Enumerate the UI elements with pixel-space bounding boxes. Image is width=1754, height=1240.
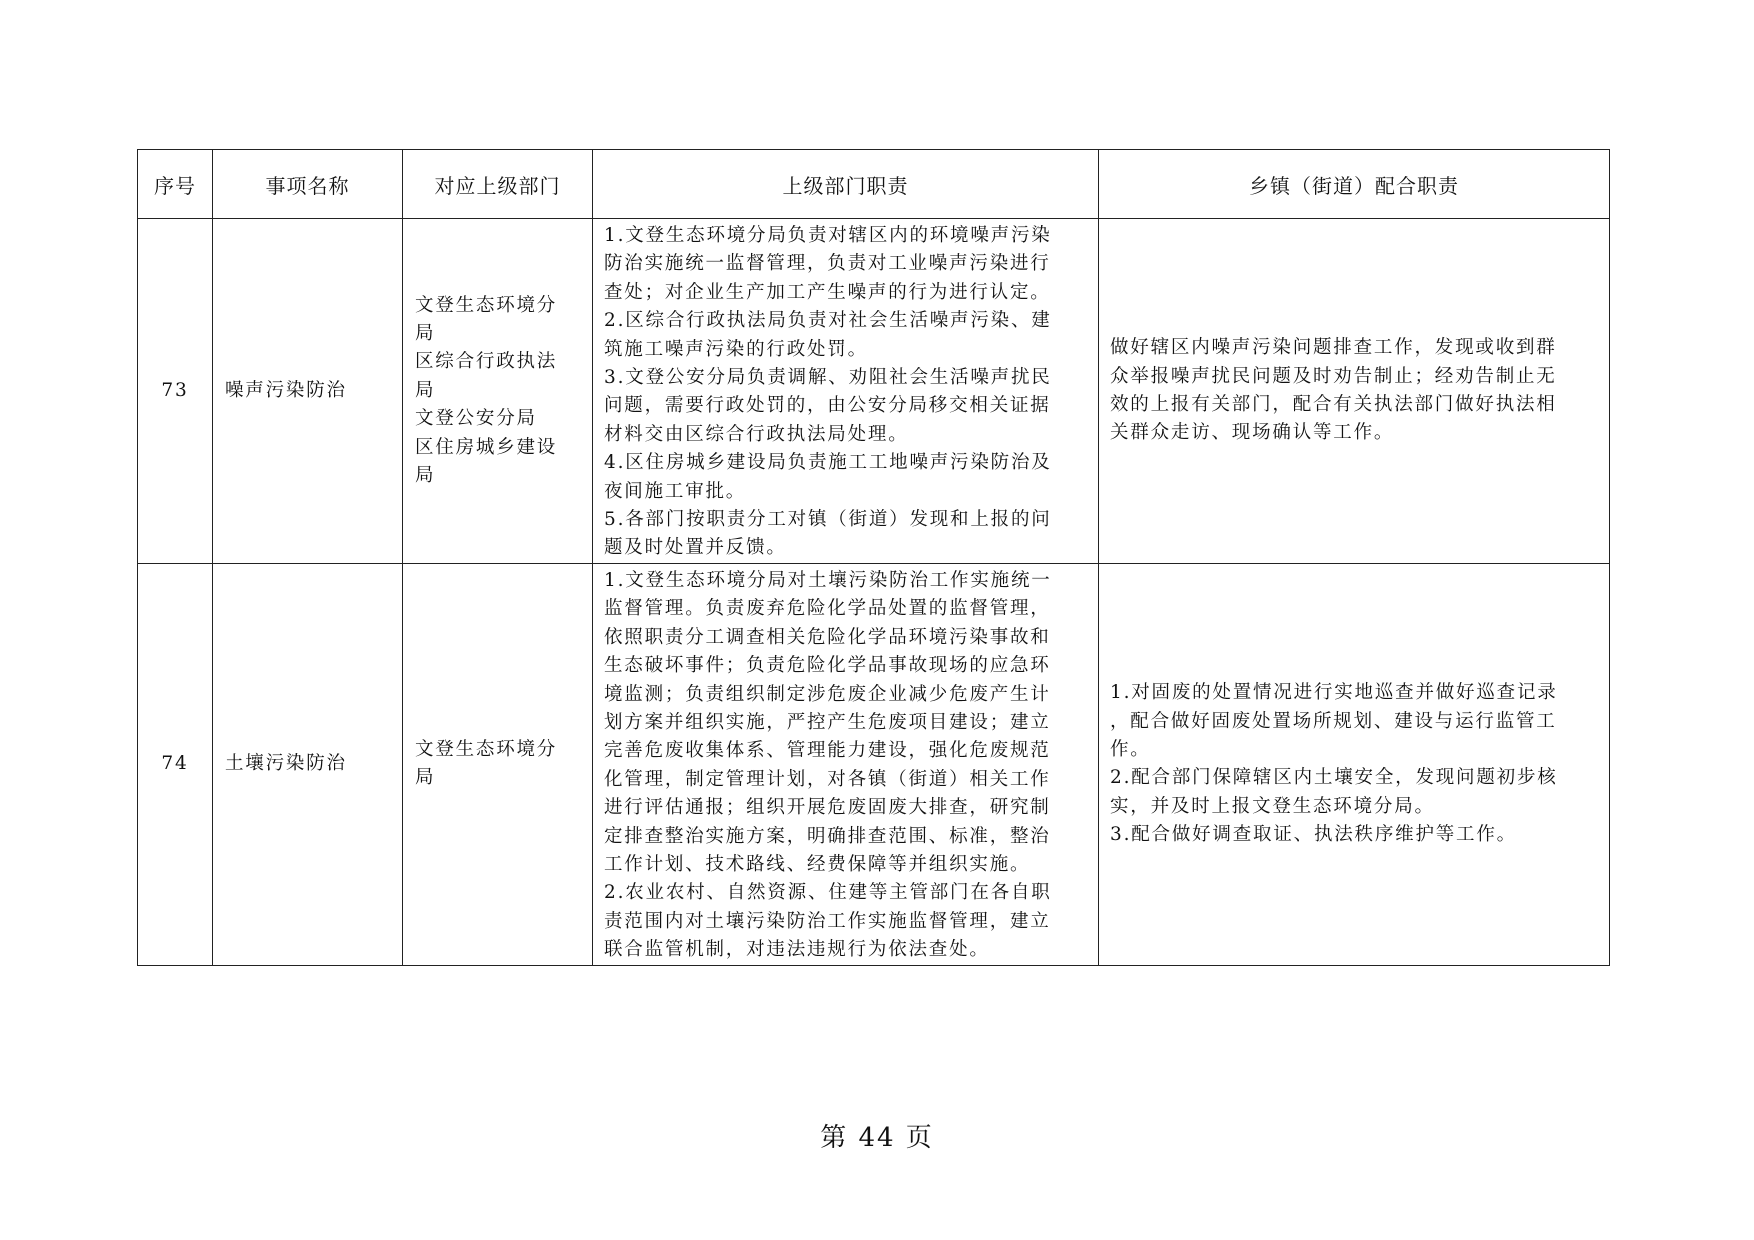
dept-line: 区综合行政执法 xyxy=(415,351,558,373)
row-superior-department xyxy=(403,564,593,966)
coop-line: 1.对固废的处置情况进行实地巡查并做好巡查记录 xyxy=(1110,682,1558,704)
duty-line: 境监测；负责组织制定涉危废企业减少危废产生计 xyxy=(604,683,1051,705)
duty-line: 防治实施统一监督管理，负责对工业噪声污染进行 xyxy=(604,253,1051,275)
dept-line: 局 xyxy=(415,767,436,789)
duty-line: 化管理，制定管理计划，对各镇（街道）相关工作 xyxy=(604,768,1051,790)
row-superior-duties xyxy=(593,219,1099,564)
row-item-name: 噪声污染防治 xyxy=(213,219,403,564)
duty-line: 1.文登生态环境分局负责对辖区内的环境噪声污染 xyxy=(604,225,1052,246)
table-header-row xyxy=(138,150,1610,219)
duty-line: 4.区住房城乡建设局负责施工工地噪声污染防治及 xyxy=(604,452,1052,474)
duty-line: 联合监管机制，对违法违规行为依法查处。 xyxy=(604,939,990,961)
duty-line: 监督管理。负责废弃危险化学品处置的监督管理， xyxy=(604,598,1051,620)
duty-line: 责范围内对土壤污染防治工作实施监督管理，建立 xyxy=(604,910,1051,932)
coop-line: 众举报噪声扰民问题及时劝告制止；经劝告制止无 xyxy=(1110,365,1557,387)
duty-line: 划方案并组织实施，严控产生危废项目建设；建立 xyxy=(604,712,1051,734)
duty-line: 查处；对企业生产加工产生噪声的行为进行认定。 xyxy=(604,281,1051,303)
dept-line: 区住房城乡建设 xyxy=(415,436,558,458)
row-item-name: 土壤污染防治 xyxy=(213,564,403,966)
coop-line: 实，并及时上报文登生态环境分局。 xyxy=(1110,795,1435,817)
duty-line: 1.文登生态环境分局对土壤污染防治工作实施统一 xyxy=(604,570,1052,591)
coop-line: 做好辖区内噪声污染问题排查工作，发现或收到群 xyxy=(1110,337,1557,359)
duty-line: 2.区综合行政执法局负责对社会生活噪声污染、建 xyxy=(604,310,1052,332)
row-township-cooperation-duties xyxy=(1099,219,1610,564)
coop-line: 3.配合做好调查取证、执法秩序维护等工作。 xyxy=(1110,824,1517,846)
row-superior-duties xyxy=(593,564,1099,966)
row-serial-number: 73 xyxy=(138,219,213,564)
duty-line: 夜间施工审批。 xyxy=(604,480,747,502)
duty-line: 进行评估通报；组织开展危废固废大排查，研究制 xyxy=(604,797,1051,819)
table-row xyxy=(138,564,1610,966)
duty-line: 2.农业农村、自然资源、住建等主管部门在各自职 xyxy=(604,882,1052,904)
dept-line: 局 xyxy=(415,465,436,487)
row-superior-department xyxy=(403,219,593,564)
duty-line: 生态破坏事件；负责危险化学品事故现场的应急环 xyxy=(604,655,1051,677)
coop-line: 2.配合部门保障辖区内土壤安全，发现问题初步核 xyxy=(1110,767,1558,789)
duty-line: 筑施工噪声污染的行政处罚。 xyxy=(604,338,868,360)
header-superior-department: 对应上级部门 xyxy=(403,150,593,219)
header-superior-duties: 上级部门职责 xyxy=(593,150,1099,219)
dept-line: 文登生态环境分 xyxy=(415,738,558,760)
duty-table xyxy=(137,149,1610,966)
header-item-name: 事项名称 xyxy=(213,150,403,219)
coop-line: 关群众走访、现场确认等工作。 xyxy=(1110,422,1395,444)
duty-line: 工作计划、技术路线、经费保障等并组织实施。 xyxy=(604,854,1031,876)
header-township-cooperation-duties: 乡镇（街道）配合职责 xyxy=(1099,150,1610,219)
duty-line: 完善危废收集体系、管理能力建设，强化危废规范 xyxy=(604,740,1051,762)
duty-line: 题及时处置并反馈。 xyxy=(604,537,787,559)
row-serial-number: 74 xyxy=(138,564,213,966)
dept-line: 局 xyxy=(415,379,436,401)
dept-line: 文登生态环境分 xyxy=(415,294,558,316)
duty-line: 5.各部门按职责分工对镇（街道）发现和上报的问 xyxy=(604,509,1052,531)
coop-line: 效的上报有关部门，配合有关执法部门做好执法相 xyxy=(1110,394,1557,415)
header-serial-number: 序号 xyxy=(138,150,213,219)
page-number: 第 44 页 xyxy=(820,1123,934,1153)
dept-line: 局 xyxy=(415,322,436,344)
duty-line: 问题，需要行政处罚的，由公安分局移交相关证据 xyxy=(604,395,1051,417)
coop-line: ，配合做好固废处置场所规划、建设与运行监管工 xyxy=(1110,710,1557,732)
coop-line: 作。 xyxy=(1110,738,1151,760)
dept-line: 文登公安分局 xyxy=(415,408,537,430)
table-row xyxy=(138,219,1610,564)
duty-line: 3.文登公安分局负责调解、劝阻社会生活噪声扰民 xyxy=(604,367,1052,389)
duty-line: 定排查整治实施方案，明确排查范围、标准，整治 xyxy=(604,825,1051,847)
duty-line: 材料交由区综合行政执法局处理。 xyxy=(604,423,909,445)
row-township-cooperation-duties xyxy=(1099,564,1610,966)
duty-line: 依照职责分工调查相关危险化学品环境污染事故和 xyxy=(604,626,1051,648)
